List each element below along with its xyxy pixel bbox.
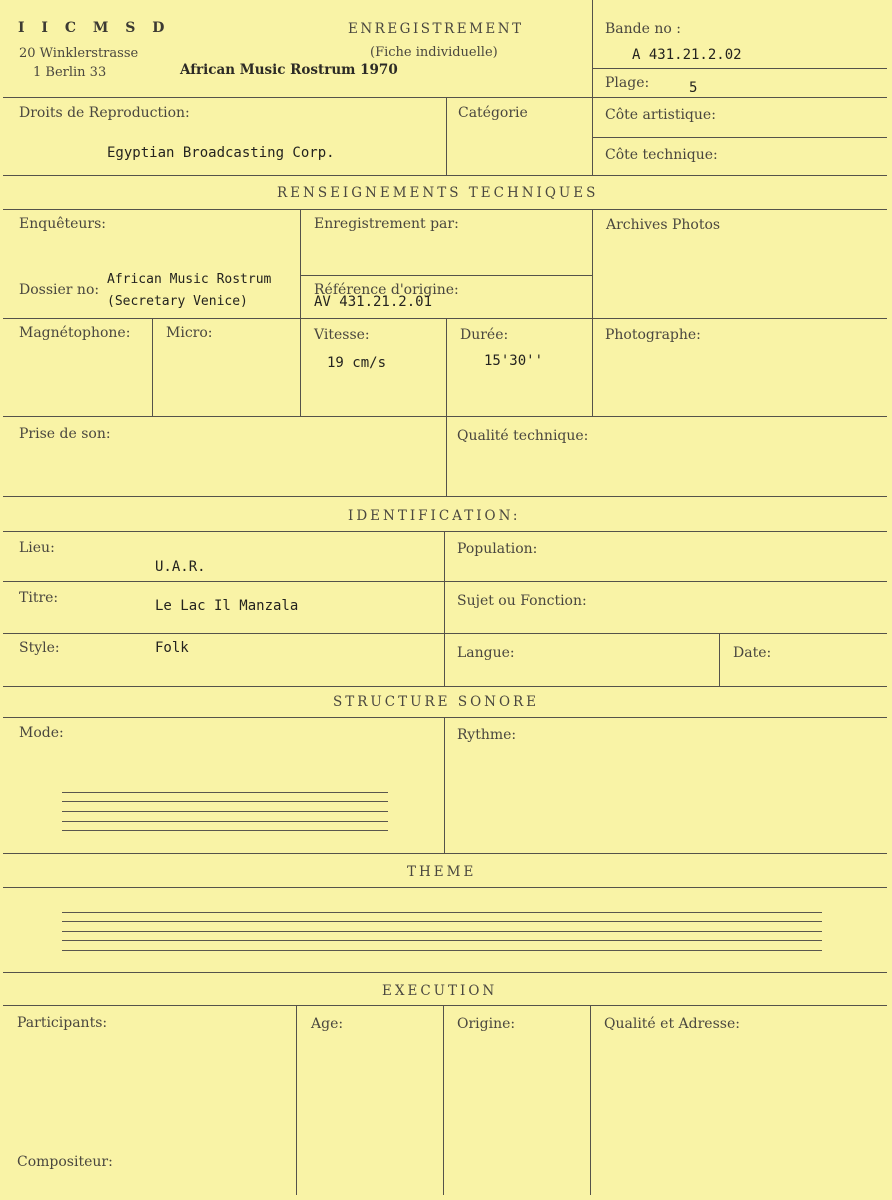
qualite-technique-label: Qualité technique: xyxy=(457,428,589,444)
age-label: Age: xyxy=(311,1016,344,1032)
program-name: African Music Rostrum 1970 xyxy=(180,62,398,78)
plage-label: Plage: xyxy=(605,75,650,91)
droits-value: Egyptian Broadcasting Corp. xyxy=(107,145,335,161)
section-theme-title: THEME xyxy=(407,864,477,880)
rule-execution-title xyxy=(3,1005,887,1006)
rule-duree-left xyxy=(446,318,447,416)
rule-cote-split xyxy=(592,137,887,138)
duree-label: Durée: xyxy=(460,327,509,343)
prise-de-son-label: Prise de son: xyxy=(19,426,111,442)
mode-label: Mode: xyxy=(19,725,64,741)
lieu-value: U.A.R. xyxy=(155,559,206,575)
rule-origine-left xyxy=(443,1005,444,1195)
rule-theme-title xyxy=(3,887,887,888)
rule-header-right xyxy=(592,0,593,97)
rule-technique-title xyxy=(3,209,887,210)
style-value: Folk xyxy=(155,640,189,656)
rule-titre-bottom xyxy=(3,633,887,634)
sujet-label: Sujet ou Fonction: xyxy=(457,593,587,609)
mode-staff-line xyxy=(62,830,388,831)
mode-staff-line xyxy=(62,821,388,822)
rule-bande-plage xyxy=(592,68,887,69)
micro-label: Micro: xyxy=(166,325,213,341)
form-subtitle: (Fiche individuelle) xyxy=(370,45,498,60)
style-label: Style: xyxy=(19,640,60,656)
rule-equipment-bottom xyxy=(3,416,887,417)
cote-technique-label: Côte technique: xyxy=(605,147,718,163)
participants-label: Participants: xyxy=(17,1015,108,1031)
address-line-1: 20 Winklerstrasse xyxy=(19,46,139,61)
section-structure-title: STRUCTURE SONORE xyxy=(333,694,540,710)
compositeur-label: Compositeur: xyxy=(17,1154,113,1170)
rule-enqueteurs-right xyxy=(300,209,301,416)
bande-label: Bande no : xyxy=(605,21,681,37)
section-technique-title: RENSEIGNEMENTS TECHNIQUES xyxy=(277,185,599,201)
dossier-value-line2: (Secretary Venice) xyxy=(107,294,248,309)
rule-langue-date xyxy=(719,633,720,686)
reference-label: Référence d'origine: xyxy=(314,282,459,298)
section-identification-title: IDENTIFICATION: xyxy=(348,508,521,524)
rule-identification-mid xyxy=(444,531,445,686)
bande-value: A 431.21.2.02 xyxy=(632,47,742,63)
mode-staff-line xyxy=(62,811,388,812)
lieu-label: Lieu: xyxy=(19,540,55,556)
qualite-adresse-label: Qualité et Adresse: xyxy=(604,1016,740,1032)
rule-equipment-top xyxy=(3,318,887,319)
rule-rights-bottom xyxy=(3,175,887,176)
theme-staff-line xyxy=(62,940,822,941)
langue-label: Langue: xyxy=(457,645,515,661)
rule-theme-bottom xyxy=(3,972,887,973)
cote-artistique-label: Côte artistique: xyxy=(605,107,716,123)
rule-micro-left xyxy=(152,318,153,416)
droits-label: Droits de Reproduction: xyxy=(19,105,190,121)
rule-enregistrement-right xyxy=(592,209,593,416)
rule-prise-bottom xyxy=(3,496,887,497)
rule-qualite-left xyxy=(590,1005,591,1195)
plage-value: 5 xyxy=(689,80,698,96)
duree-value: 15'30'' xyxy=(484,353,544,369)
theme-staff-line xyxy=(62,912,822,913)
rule-rights-categorie xyxy=(446,97,447,175)
reference-value: AV 431.21.2.01 xyxy=(314,294,433,310)
date-label: Date: xyxy=(733,645,772,661)
enqueteurs-label: Enquêteurs: xyxy=(19,216,107,232)
section-execution-title: EXECUTION xyxy=(382,983,498,999)
origine-label: Origine: xyxy=(457,1016,516,1032)
categorie-label: Catégorie xyxy=(458,105,528,121)
rule-structure-bottom xyxy=(3,853,887,854)
org-logo: I I C M S D xyxy=(18,20,171,36)
dossier-label: Dossier no: xyxy=(19,282,100,298)
vitesse-label: Vitesse: xyxy=(314,327,370,343)
dossier-value-line1: African Music Rostrum xyxy=(107,272,272,287)
rule-prise-right xyxy=(446,416,447,496)
rythme-label: Rythme: xyxy=(457,727,517,743)
rule-identification-title xyxy=(3,531,887,532)
rule-style-bottom xyxy=(3,686,887,687)
mode-staff-line xyxy=(62,792,388,793)
theme-staff-line xyxy=(62,931,822,932)
rule-header-bottom xyxy=(3,97,887,98)
rule-mode-rythme xyxy=(444,717,445,853)
theme-staff-line xyxy=(62,950,822,951)
rule-structure-title xyxy=(3,717,887,718)
rule-lieu-bottom xyxy=(3,581,887,582)
population-label: Population: xyxy=(457,541,538,557)
form-title: ENREGISTREMENT xyxy=(348,21,524,37)
titre-value: Le Lac Il Manzala xyxy=(155,598,299,614)
address-line-2: 1 Berlin 33 xyxy=(33,65,107,80)
titre-label: Titre: xyxy=(19,590,59,606)
enregistrement-par-label: Enregistrement par: xyxy=(314,216,459,232)
magnetophone-label: Magnétophone: xyxy=(19,325,131,341)
archives-photos-label: Archives Photos xyxy=(606,217,721,233)
mode-staff-line xyxy=(62,801,388,802)
photographe-label: Photographe: xyxy=(605,327,701,343)
vitesse-value: 19 cm/s xyxy=(327,355,387,371)
theme-staff-line xyxy=(62,921,822,922)
rule-reference-top xyxy=(300,275,592,276)
rule-age-left xyxy=(296,1005,297,1195)
rule-rights-cote xyxy=(592,97,593,175)
